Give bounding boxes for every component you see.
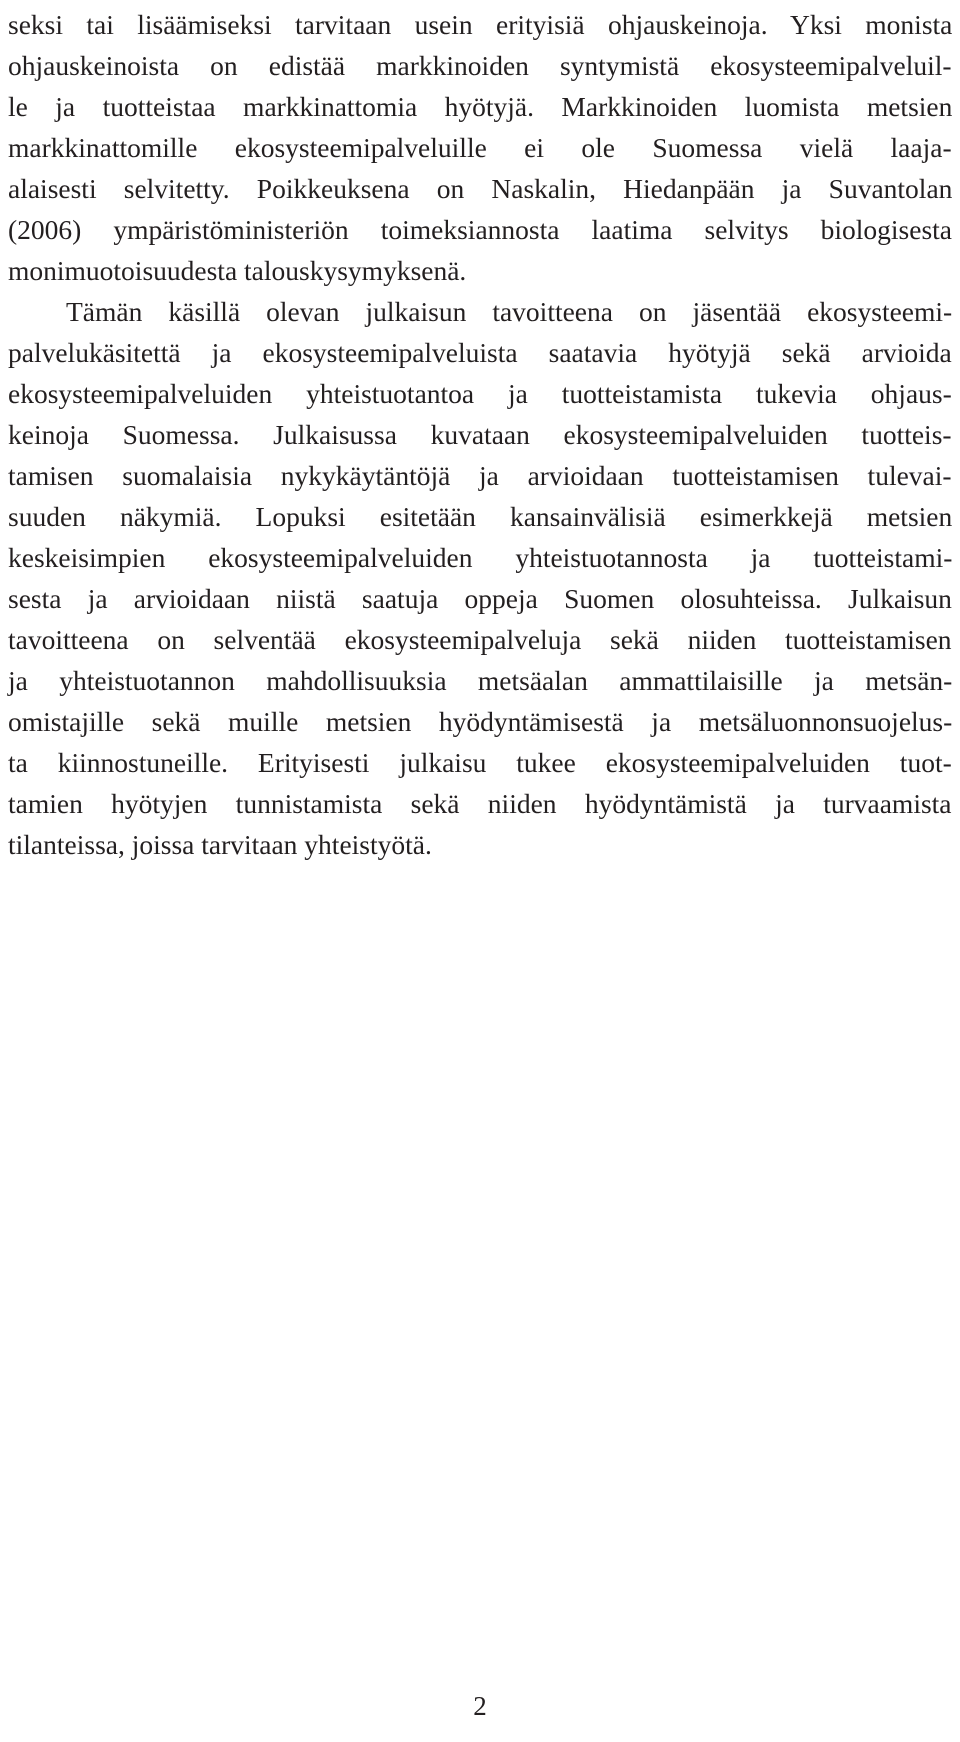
text-line: markkinattomille ekosysteemipalveluille ei ole Suomessa vielä laaja- [8, 132, 952, 163]
text-line: alaisesti selvitetty. Poikkeuksena on Naskalin, Hiedanpään ja Suvantolan [8, 173, 953, 204]
text-line: tilanteissa, joissa tarvitaan yhteistyötä. [8, 829, 432, 860]
text-line: ta kiinnostuneille. Erityisesti julkaisu tukee ekosysteemipalveluiden tuot- [8, 747, 952, 778]
paragraph-2 [8, 291, 952, 865]
text-line: ekosysteemipalveluiden yhteistuotantoa ja tuotteistamista tukevia ohjaus- [8, 378, 952, 409]
text-line: sesta ja arvioidaan niistä saatuja oppeja Suomen olosuhteissa. Julkaisun [8, 583, 952, 614]
text-line: le ja tuotteistaa markkinattomia hyötyjä. Markkinoiden luomista metsien [8, 91, 953, 122]
text-line: omistajille sekä muille metsien hyödyntämisestä ja metsäluonnonsuojelus- [8, 706, 953, 737]
text-line: tamien hyötyjen tunnistamista sekä niiden hyödyntämistä ja turvaamista [8, 788, 952, 819]
text-line: keinoja Suomessa. Julkaisussa kuvataan ekosysteemipalveluiden tuotteis- [8, 419, 952, 450]
text-line: (2006) ympäristöministeriön toimeksiannosta laatima selvitys biologisesta [8, 214, 953, 245]
text-line: ohjauskeinoista on edistää markkinoiden syntymistä ekosysteemipalveluil- [8, 50, 952, 81]
text-line: monimuotoisuudesta talouskysymyksenä. [8, 255, 467, 286]
text-line: palvelukäsitettä ja ekosysteemipalveluista saatavia hyötyjä sekä arvioida [8, 337, 952, 368]
paragraph-1 [8, 4, 952, 291]
text-line: Tämän käsillä olevan julkaisun tavoitteena on jäsentää ekosysteemi- [66, 296, 953, 327]
page-number: 2 [473, 1691, 487, 1721]
text-line: ja yhteistuotannon mahdollisuuksia metsäalan ammattilaisille ja metsän- [8, 665, 953, 696]
text-line: keskeisimpien ekosysteemipalveluiden yhteistuotannosta ja tuotteistami- [8, 542, 953, 573]
text-line: tavoitteena on selventää ekosysteemipalveluja sekä niiden tuotteistamisen [8, 624, 952, 655]
text-line: tamisen suomalaisia nykykäytäntöjä ja arvioidaan tuotteistamisen tulevai- [8, 460, 952, 491]
text-line: suuden näkymiä. Lopuksi esitetään kansainvälisiä esimerkkejä metsien [8, 501, 953, 532]
body-text [8, 4, 952, 865]
text-line: seksi tai lisäämiseksi tarvitaan usein erityisiä ohjauskeinoja. Yksi monista [8, 9, 953, 40]
